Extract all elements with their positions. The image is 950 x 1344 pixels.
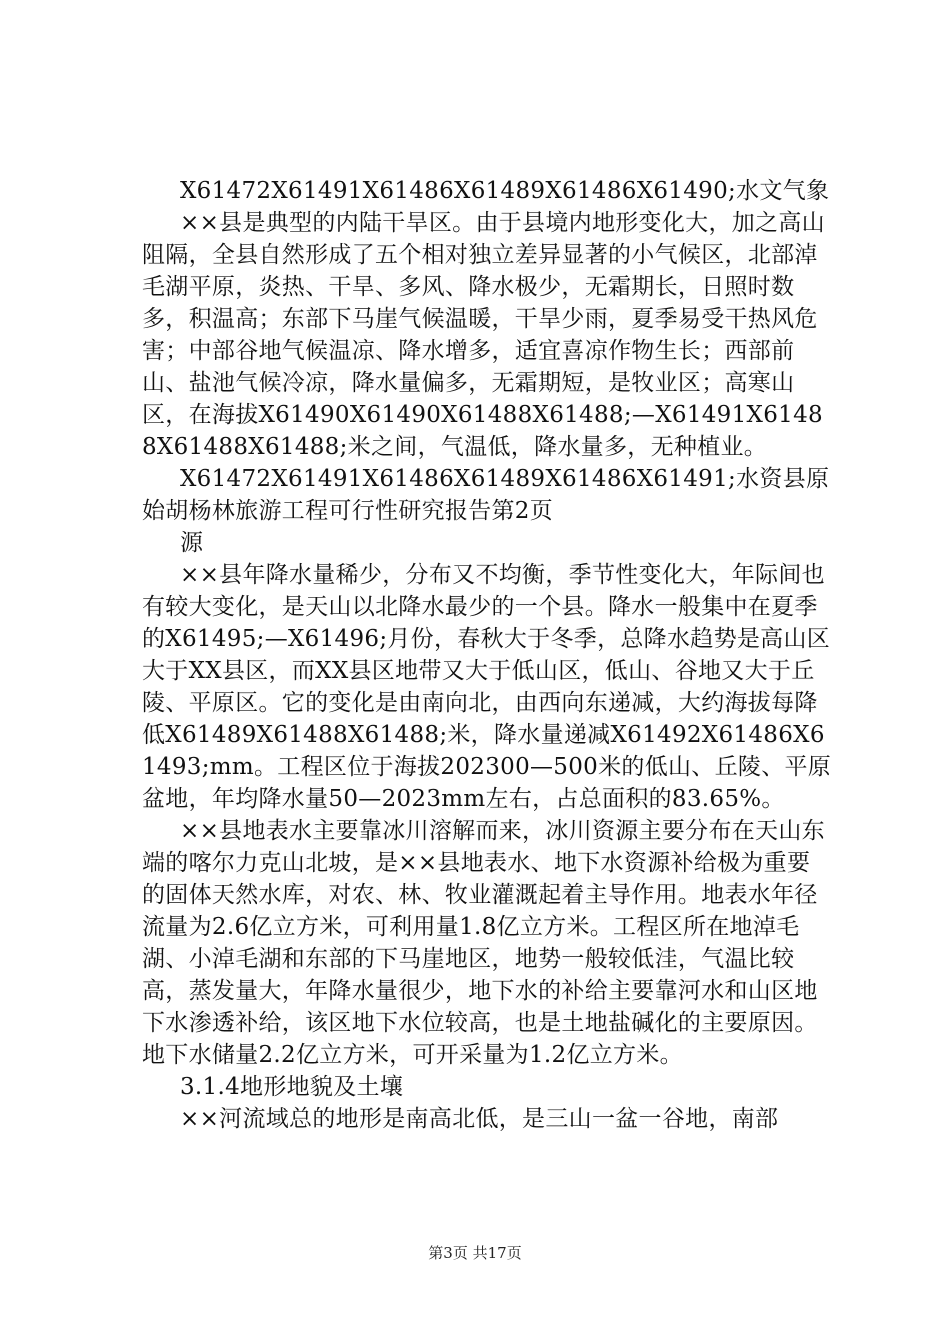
paragraph-precipitation: ××县年降水量稀少，分布又不均衡，季节性变化大，年际间也有较大变化，是天山以北降水最少的一个县。降水一般集中在夏季的X61495;—X61496;月份，春秋大于冬季，总降水趋势是高山区大于XX县区，而XX县区地带又大于低山区，低山、谷地又大于丘陵、平原区。它的变化是由南向北，由西向东递减，大约海拔每降低X61489X61488X61488;米，降水量递减X61492X61486X61493;mm。工程区位于海拔202300—500米的低山、丘陵、平原盆地，年均降水量50—2023mm左右，占总面积的83.65%。 [142, 562, 832, 812]
paragraph-climate: ××县是典型的内陆干旱区。由于县境内地形变化大，加之高山阻隔，全县自然形成了五个相对独立差异显著的小气候区，北部淖毛湖平原，炎热、干旱、多风、降水极少，无霜期长，日照时数多，积温高；东部下马崖气候温暖，干旱少雨，夏季易受干热风危害；中部谷地气候温凉、降水增多，适宜喜凉作物生长；西部前山、盐池气候冷凉，降水量偏多，无霜期短，是牧业区；高寒山区，在海拔X61490X61490X61488X61488;—X61491X61488X61488X61488;米之间，气温低，降水量多，无种植业。 [142, 210, 825, 460]
paragraph-water-resources-heading: X61472X61491X61486X61489X61486X61491;水资县原始胡杨林旅游工程可行性研究报告第2页 [142, 466, 830, 524]
document-body [142, 175, 832, 1135]
section-heading-terrain: 3.1.4地形地貌及土壤 [180, 1074, 404, 1100]
paragraph-heading-continuation: 源 [180, 530, 204, 556]
paragraph-hydrology-heading: X61472X61491X61486X61489X61486X61490;水文气象 [180, 178, 830, 204]
paragraph-terrain: ××河流域总的地形是南高北低，是三山一盆一谷地，南部 [180, 1106, 779, 1132]
page-footer: 第3页 共17页 [428, 1244, 522, 1262]
paragraph-surface-water: ××县地表水主要靠冰川溶解而来，冰川资源主要分布在天山东端的喀尔力克山北坡，是××县地表水、地下水资源补给极为重要的固体天然水库，对农、林、牧业灌溉起着主导作用。地表水年径流量为2.6亿立方米，可利用量1.8亿立方米。工程区所在地淖毛湖、小淖毛湖和东部的下马崖地区，地势一般较低洼，气温比较高，蒸发量大，年降水量很少，地下水的补给主要靠河水和山区地下水渗透补给，该区地下水位较高，也是土地盐碱化的主要原因。地下水储量2.2亿立方米，可开采量为1.2亿立方米。 [142, 818, 825, 1068]
